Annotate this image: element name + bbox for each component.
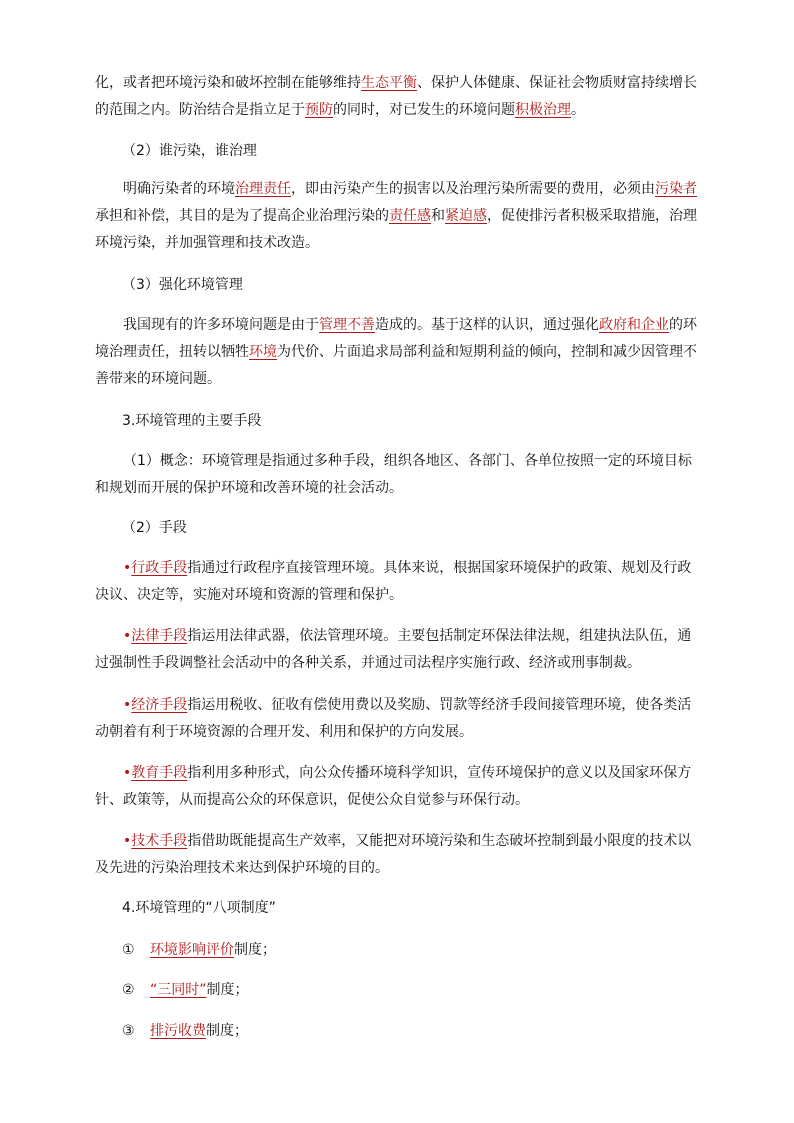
text: ，即由污染产生的损害以及治理污染所需要的费用，必须由: [291, 181, 655, 197]
keyword-link[interactable]: 环境影响评价: [150, 942, 234, 958]
text: 的环境治理责任，扭转以牺牲: [95, 317, 697, 360]
keyword-link[interactable]: 环境: [249, 344, 277, 360]
paragraph-strengthen: [95, 312, 700, 393]
keyword-link[interactable]: 管理不善: [319, 317, 375, 333]
text: 指运用法律武器，依法管理环境。主要包括制定环保法律法规，组建执法队伍，通过强制性手段调整社会活动中的各种关系，并通过司法程序实施行政、经济或刑事制裁。: [95, 628, 692, 671]
text: 制度；: [234, 942, 276, 958]
text: 、保护人体健康、保证社会物质财富持续增长的范围之内。防治结合是指立足于: [95, 75, 697, 118]
heading-means-title: 3.环境管理的主要手段: [122, 413, 262, 429]
bullet-icon: •: [123, 560, 132, 576]
keyword-link[interactable]: 紧迫感: [445, 208, 487, 224]
paragraph-intro: [95, 70, 700, 124]
paragraph-concept: （1）概念：环境管理是指通过多种手段，组织各地区、各部门、各单位按照一定的环境目标和规划而开展的保护环境和改善环境的社会活动。: [95, 453, 692, 496]
item-number: ①: [122, 942, 135, 958]
system-item: [122, 980, 249, 1000]
means-tech: [95, 828, 700, 882]
text: 制度；: [206, 982, 249, 998]
text: 造成的。基于这样的认识，通过强化: [375, 317, 599, 333]
text: 制度；: [206, 1023, 248, 1039]
keyword-link[interactable]: 积极治理: [515, 102, 571, 118]
text: 承担和补偿，其目的是为了提高企业治理污染的: [95, 208, 389, 224]
heading-who-pollutes: （2）谁污染，谁治理: [122, 143, 257, 159]
bullet-icon: •: [123, 765, 132, 781]
text: 为代价、片面追求局部利益和短期利益的倾向，控制和减少因管理不善带来的环境问题。: [95, 344, 697, 387]
text: 指利用多种形式，向公众传播环境科学知识，宣传环境保护的意义以及国家环保方针、政策等，从而提高公众的环保意识，促使公众自觉参与环保行动。: [95, 765, 692, 808]
text: 和: [431, 208, 445, 224]
means-edu: [95, 760, 700, 814]
keyword-link[interactable]: 技术手段: [131, 833, 188, 849]
keyword-link[interactable]: 污染者: [655, 181, 697, 197]
paragraph-who-pollutes: [95, 176, 700, 257]
bullet-icon: •: [123, 628, 132, 644]
text: 指借助既能提高生产效率，又能把对环境污染和生态破坏控制到最小限度的技术以及先进的污染治理技术来达到保护环境的目的。: [95, 833, 692, 876]
keyword-link[interactable]: 预防: [305, 102, 333, 118]
text: 。: [571, 102, 585, 118]
keyword-link[interactable]: 法律手段: [131, 628, 188, 644]
text: ，促使排污者积极采取措施，治理环境污染，并加强管理和技术改造。: [95, 208, 697, 251]
keyword-link[interactable]: 责任感: [389, 208, 431, 224]
text: 指运用税收、征收有偿使用费以及奖励、罚款等经济手段间接管理环境，使各类活动朝着有利于环境资源的合理开发、利用和保护的方向发展。: [95, 697, 692, 740]
system-item: [122, 1021, 248, 1041]
keyword-link[interactable]: “三同时”: [150, 982, 207, 998]
means-admin: [95, 555, 700, 609]
item-number: ③: [122, 1023, 135, 1039]
text: 化，或者把环境污染和破坏控制在能够维持: [95, 75, 361, 91]
means-law: [95, 623, 700, 677]
keyword-link[interactable]: 生态平衡: [361, 75, 417, 91]
heading-means: （2）手段: [122, 520, 187, 536]
keyword-link[interactable]: 经济手段: [131, 697, 188, 713]
text: 指通过行政程序直接管理环境。具体来说，根据国家环境保护的政策、规划及行政决议、决定等，实施对环境和资源的管理和保护。: [95, 560, 692, 603]
text: 的同时，对已发生的环境问题: [333, 102, 515, 118]
keyword-link[interactable]: 教育手段: [131, 765, 188, 781]
keyword-link[interactable]: 排污收费: [150, 1023, 206, 1039]
bullet-icon: •: [123, 833, 132, 849]
bullet-icon: •: [123, 697, 132, 713]
means-econ: [95, 692, 700, 746]
heading-eight-systems: 4.环境管理的“八项制度”: [122, 900, 276, 916]
keyword-link[interactable]: 行政手段: [131, 560, 188, 576]
item-number: ②: [122, 982, 135, 998]
system-item: [122, 940, 276, 960]
keyword-link[interactable]: 治理责任: [235, 181, 291, 197]
text: 我国现有的许多环境问题是由于: [123, 317, 319, 333]
text: 明确污染者的环境: [123, 181, 235, 197]
heading-strengthen: （3）强化环境管理: [122, 277, 243, 293]
keyword-link[interactable]: 政府和企业: [599, 317, 669, 333]
